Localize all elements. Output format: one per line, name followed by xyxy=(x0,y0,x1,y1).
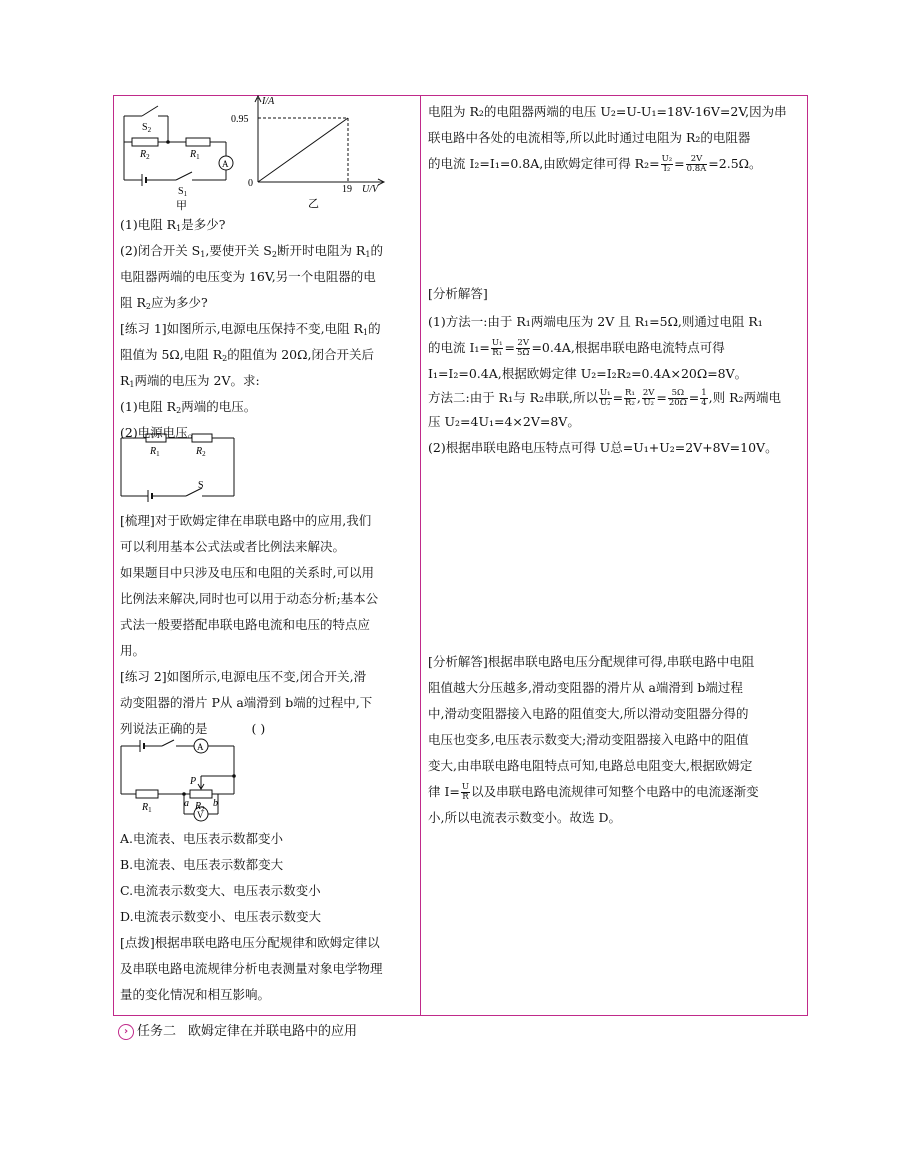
graph-y-axis-label: I/A xyxy=(262,96,275,107)
practice-2-line-2: 动变阻器的滑片 P从 a端滑到 b端的过程中,下 xyxy=(120,695,373,710)
answer-1-line-5: 压 U₂=4U₁=4×2V=8V。 xyxy=(428,414,580,429)
summary-line-3: 如果题目中只涉及电压和电阻的关系时,可以用 xyxy=(120,565,374,580)
answer-parentheses: ( ) xyxy=(251,721,266,736)
fig2-s-label: S xyxy=(198,480,204,491)
practice-2-line-3: 列说法正确的是 ( ) xyxy=(120,721,266,736)
right-line-3: 的电流 I₂=I₁=0.8A,由欧姆定律可得 R₂= $\frac{\text{U₂}}{\text{I₂}}$ = $\frac{2V}{0.8A}$ =2.5Ω。 xyxy=(428,154,762,174)
question-2: (2)闭合开关 $S_1$,要使开关 $S_2$断开时电阻为 $R_1$的 xyxy=(120,243,383,259)
fig1-caption: 甲 xyxy=(176,199,187,212)
fig1-s2-label: $S_2$ xyxy=(142,122,152,134)
answer-2-line-1: [分析解答]根据串联电路电压分配规律可得,串联电路中电阻 xyxy=(428,654,755,669)
fig1-s1-label: $S_1$ xyxy=(178,186,188,198)
fig2-r2-label: $R_2$ xyxy=(196,446,206,458)
summary-line-2: 可以利用基本公式法或者比例法来解决。 xyxy=(120,539,346,554)
summary-line-4: 比例法来解决,同时也可以用于动态分析;基本公 xyxy=(120,591,379,606)
summary-line-6: 用。 xyxy=(120,643,146,658)
left-column xyxy=(120,212,415,446)
summary-block xyxy=(120,508,415,742)
fig3-r2-label: $R_2$ xyxy=(195,801,205,813)
tip-line-2: 及串联电路电流规律分析电表测量对象电学物理 xyxy=(120,961,383,976)
question-2-line-2: 电阻器两端的电压变为 16V,另一个电阻器的电 xyxy=(120,269,376,284)
circuit-diagram-practice-2 xyxy=(118,738,242,826)
answer-2-line-2: 阻值越大分压越多,滑动变阻器的滑片从 a端滑到 b端过程 xyxy=(428,680,743,695)
right-line-1: 电阻为 R₂的电阻器两端的电压 U₂=U-U₁=18V-16V=2V,因为串 xyxy=(428,104,787,119)
answer-1-title: [分析解答] xyxy=(428,286,488,301)
answer-1-line-1: (1)方法一:由于 R₁两端电压为 2V 且 R₁=5Ω,则通过电阻 R₁ xyxy=(428,314,763,329)
right-line-2: 联电路中各处的电流相等,所以此时通过电阻为 R₂的电阻器 xyxy=(428,130,751,145)
fig3-p-label: P xyxy=(190,776,197,787)
answer-block-2 xyxy=(428,649,800,831)
practice-1-q1: (1)电阻 $R_2$两端的电压。 xyxy=(120,399,257,415)
tip-line-3: 量的变化情况和相互影响。 xyxy=(120,987,271,1002)
practice-2-line-1: [练习 2]如图所示,电源电压不变,闭合开关,滑 xyxy=(120,669,367,684)
practice-1-q2: (2)电源电压。 xyxy=(120,425,201,440)
fig3-b-label: b xyxy=(213,798,218,809)
fig1-r1-label: $R_1$ xyxy=(190,149,200,161)
answer-block-1 xyxy=(428,281,800,461)
question-1: (1)电阻 $R_1$是多少? xyxy=(120,217,226,233)
fig3-voltmeter-label: V xyxy=(197,810,204,820)
summary-line-1: [梳理]对于欧姆定律在串联电路中的应用,我们 xyxy=(120,513,372,528)
graph-caption: 乙 xyxy=(308,197,319,210)
fig3-ammeter-label: A xyxy=(197,742,204,752)
graph-x-tick: 19 xyxy=(342,184,352,195)
option-c: C.电流表示数变大、电压表示数变小 xyxy=(120,883,321,898)
answer-1-line-6: (2)根据串联电路电压特点可得 U总=U₁+U₂=2V+8V=10V。 xyxy=(428,440,778,455)
summary-line-5: 式法一般要搭配串联电路电流和电压的特点应 xyxy=(120,617,371,632)
option-d: D.电流表示数变小、电压表示数变大 xyxy=(120,909,322,924)
fig2-r1-label: $R_1$ xyxy=(150,446,160,458)
column-divider xyxy=(420,95,421,1016)
fig3-a-label: a xyxy=(184,798,189,809)
option-a: A.电流表、电压表示数都变小 xyxy=(120,831,284,846)
fig3-r1-label: $R_1$ xyxy=(142,802,152,814)
graph-x-axis-label: U/V xyxy=(362,184,379,195)
tip-line-1: [点拨]根据串联电路电压分配规律和欧姆定律以 xyxy=(120,935,380,950)
answer-1-line-3: I₁=I₂=0.4A,根据欧姆定律 U₂=I₂R₂=0.4A×20Ω=8V。 xyxy=(428,366,748,381)
circuit-diagram-practice-1 xyxy=(118,432,242,502)
answer-2-line-6: 律 I= $\frac{U}{R}$ 以及串联电路电流规律可知整个电路中的电流逐渐变 xyxy=(428,782,759,802)
chevron-right-icon: › xyxy=(118,1024,134,1040)
practice-1-line-3: $R_1$两端的电压为 2V。求: xyxy=(120,373,260,389)
fig1-r2-label: $R_2$ xyxy=(140,149,150,161)
answer-1-line-2: 的电流 I₁= $\frac{\text{U₁}}{\text{R₁}}$ = $\frac{2V}{5\Omega}$ =0.4A,根据串联电路电流特点可得 xyxy=(428,338,725,358)
option-b: B.电流表、电压表示数都变大 xyxy=(120,857,284,872)
answer-2-line-3: 中,滑动变阻器接入电路的阻值变大,所以滑动变阻器分得的 xyxy=(428,706,749,721)
answer-2-line-7: 小,所以电流表示数变小。故选 D。 xyxy=(428,810,621,825)
answer-2-line-5: 变大,由串联电路电阻特点可知,电路总电阻变大,根据欧姆定 xyxy=(428,758,753,773)
practice-1-line-2: 阻值为 5Ω,电阻 $R_2$的阻值为 20Ω,闭合开关后 xyxy=(120,347,374,363)
graph-y-tick: 0.95 xyxy=(231,114,249,125)
answer-2-line-4: 电压也变多,电压表示数变大;滑动变阻器接入电路中的阻值 xyxy=(428,732,749,747)
section-heading xyxy=(118,1022,357,1042)
right-column-top xyxy=(428,99,800,177)
graph-origin: 0 xyxy=(248,178,253,189)
practice-1-line-1: [练习 1]如图所示,电源电压保持不变,电阻 $R_1$的 xyxy=(120,321,381,337)
iu-graph-yi xyxy=(228,92,400,212)
section-title: 欧姆定律在并联电路中的应用 xyxy=(188,1024,358,1039)
question-2-line-3: 阻 $R_2$应为多少? xyxy=(120,295,208,311)
options-and-tip xyxy=(120,826,415,1008)
answer-1-line-4: 方法二:由于 R₁与 R₂串联,所以 $\frac{\text{U₁}}{\text{U₂}}$ = $\frac{\text{R₁}}{\text{R₂}}$ , $\frac{2V}{\text{U₂}}$ = $\frac{5\Omega}{20\Omega}$ = $\frac{1}{4}$ ,则 R₂两端电 xyxy=(428,388,782,408)
fig1-ammeter-label: A xyxy=(222,159,229,169)
section-label: 任务二 xyxy=(137,1024,177,1039)
